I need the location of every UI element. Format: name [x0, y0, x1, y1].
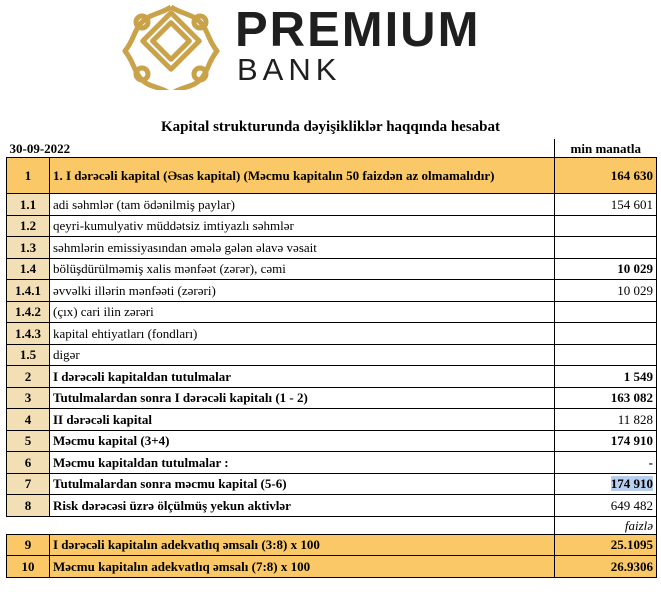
row-label: I dərəcəli kapitalın adekvatlıq əmsalı (3:8) x 100	[50, 534, 555, 556]
table-row	[7, 215, 657, 237]
row-label: qeyri-kumulyativ müddətsiz imtiyazlı səhmlər	[50, 215, 555, 237]
report-title: Kapital strukturunda dəyişikliklər haqqında hesabat	[161, 119, 500, 135]
table-row	[7, 409, 657, 431]
row-number: 6	[7, 452, 50, 474]
row-number: 4	[7, 409, 50, 431]
row-value: -	[555, 452, 657, 474]
spacer	[50, 516, 555, 534]
table-row	[7, 366, 657, 388]
table-row	[7, 323, 657, 345]
unit-label: min manatla	[555, 139, 657, 158]
row-value	[555, 473, 657, 495]
table-row	[7, 556, 657, 578]
row-label: Tutulmalardan sonra I dərəcəli kapitalı (1 - 2)	[50, 387, 555, 409]
row-number: 2	[7, 366, 50, 388]
row-value	[555, 344, 657, 366]
row-number: 8	[7, 495, 50, 517]
row-label: (çıx) cari ilin zərəri	[50, 301, 555, 323]
row-label: bölüşdürülməmiş xalis mənfəət (zərər), cəmi	[50, 258, 555, 280]
row-number: 3	[7, 387, 50, 409]
table-row	[7, 194, 657, 216]
row-label: Tutulmalardan sonra məcmu kapital (5-6)	[50, 473, 555, 495]
row-value: 26.9306	[555, 556, 657, 578]
brand-name: PREMIUM	[235, 3, 481, 57]
table-row	[7, 430, 657, 452]
row-label: I dərəcəli kapitaldan tutulmalar	[50, 366, 555, 388]
table-row	[7, 495, 657, 517]
endless-knot-icon	[122, 4, 220, 90]
row-value: 10 029	[555, 258, 657, 280]
brand-subtitle: BANK	[237, 52, 342, 87]
row-label: 1. I dərəcəli kapital (Əsas kapital) (Məcmu kapitalın 50 faizdən az olmamalıdır)	[50, 158, 555, 194]
row-number: 1.3	[7, 237, 50, 259]
table-row	[7, 301, 657, 323]
row-number: 1.4.2	[7, 301, 50, 323]
row-number: 1	[7, 158, 50, 194]
row-label: Risk dərəcəsi üzrə ölçülmüş yekun aktivlər	[50, 495, 555, 517]
row-label: səhmlərin emissiyasından əmələ gələn əlavə vəsait	[50, 237, 555, 259]
row-number: 1.5	[7, 344, 50, 366]
row-label: Məcmu kapitalın adekvatlıq əmsalı (7:8) x 100	[50, 556, 555, 578]
row-value: 1 549	[555, 366, 657, 388]
table-row	[7, 473, 657, 495]
row-number: 5	[7, 430, 50, 452]
row-label: Məcmu kapitaldan tutulmalar :	[50, 452, 555, 474]
table-row	[7, 452, 657, 474]
row-number: 1.4.3	[7, 323, 50, 345]
row-number: 7	[7, 473, 50, 495]
table-row	[7, 237, 657, 259]
row-number: 9	[7, 534, 50, 556]
row-label: adi səhmlər (tam ödənilmiş paylar)	[50, 194, 555, 216]
row-value	[555, 237, 657, 259]
table-row	[7, 158, 657, 194]
row-value: 164 630	[555, 158, 657, 194]
row-number: 1.4.1	[7, 280, 50, 302]
row-value: 10 029	[555, 280, 657, 302]
row-value: 649 482	[555, 495, 657, 517]
table-header-row	[7, 139, 657, 158]
capital-structure-table	[6, 139, 657, 578]
row-number: 10	[7, 556, 50, 578]
row-label: Məcmu kapital (3+4)	[50, 430, 555, 452]
row-label: II dərəcəli kapital	[50, 409, 555, 431]
selected-value: 174 910	[610, 476, 654, 492]
row-value: 174 910	[555, 430, 657, 452]
row-number: 1.1	[7, 194, 50, 216]
table-row	[7, 258, 657, 280]
spacer	[7, 516, 50, 534]
row-value	[555, 323, 657, 345]
percent-unit-row	[7, 516, 657, 534]
row-label: əvvəlki illərin mənfəəti (zərəri)	[50, 280, 555, 302]
table-row	[7, 534, 657, 556]
percent-unit-label: faizlə	[555, 516, 657, 534]
row-value	[555, 301, 657, 323]
row-value: 154 601	[555, 194, 657, 216]
table-row	[7, 387, 657, 409]
bank-logo	[122, 3, 562, 87]
row-value: 25.1095	[555, 534, 657, 556]
row-value	[555, 215, 657, 237]
table-row	[7, 280, 657, 302]
row-value: 11 828	[555, 409, 657, 431]
row-value: 163 082	[555, 387, 657, 409]
row-number: 1.2	[7, 215, 50, 237]
report-date: 30-09-2022	[7, 139, 555, 158]
table-row	[7, 344, 657, 366]
row-label: kapital ehtiyatları (fondları)	[50, 323, 555, 345]
row-number: 1.4	[7, 258, 50, 280]
row-label: digər	[50, 344, 555, 366]
